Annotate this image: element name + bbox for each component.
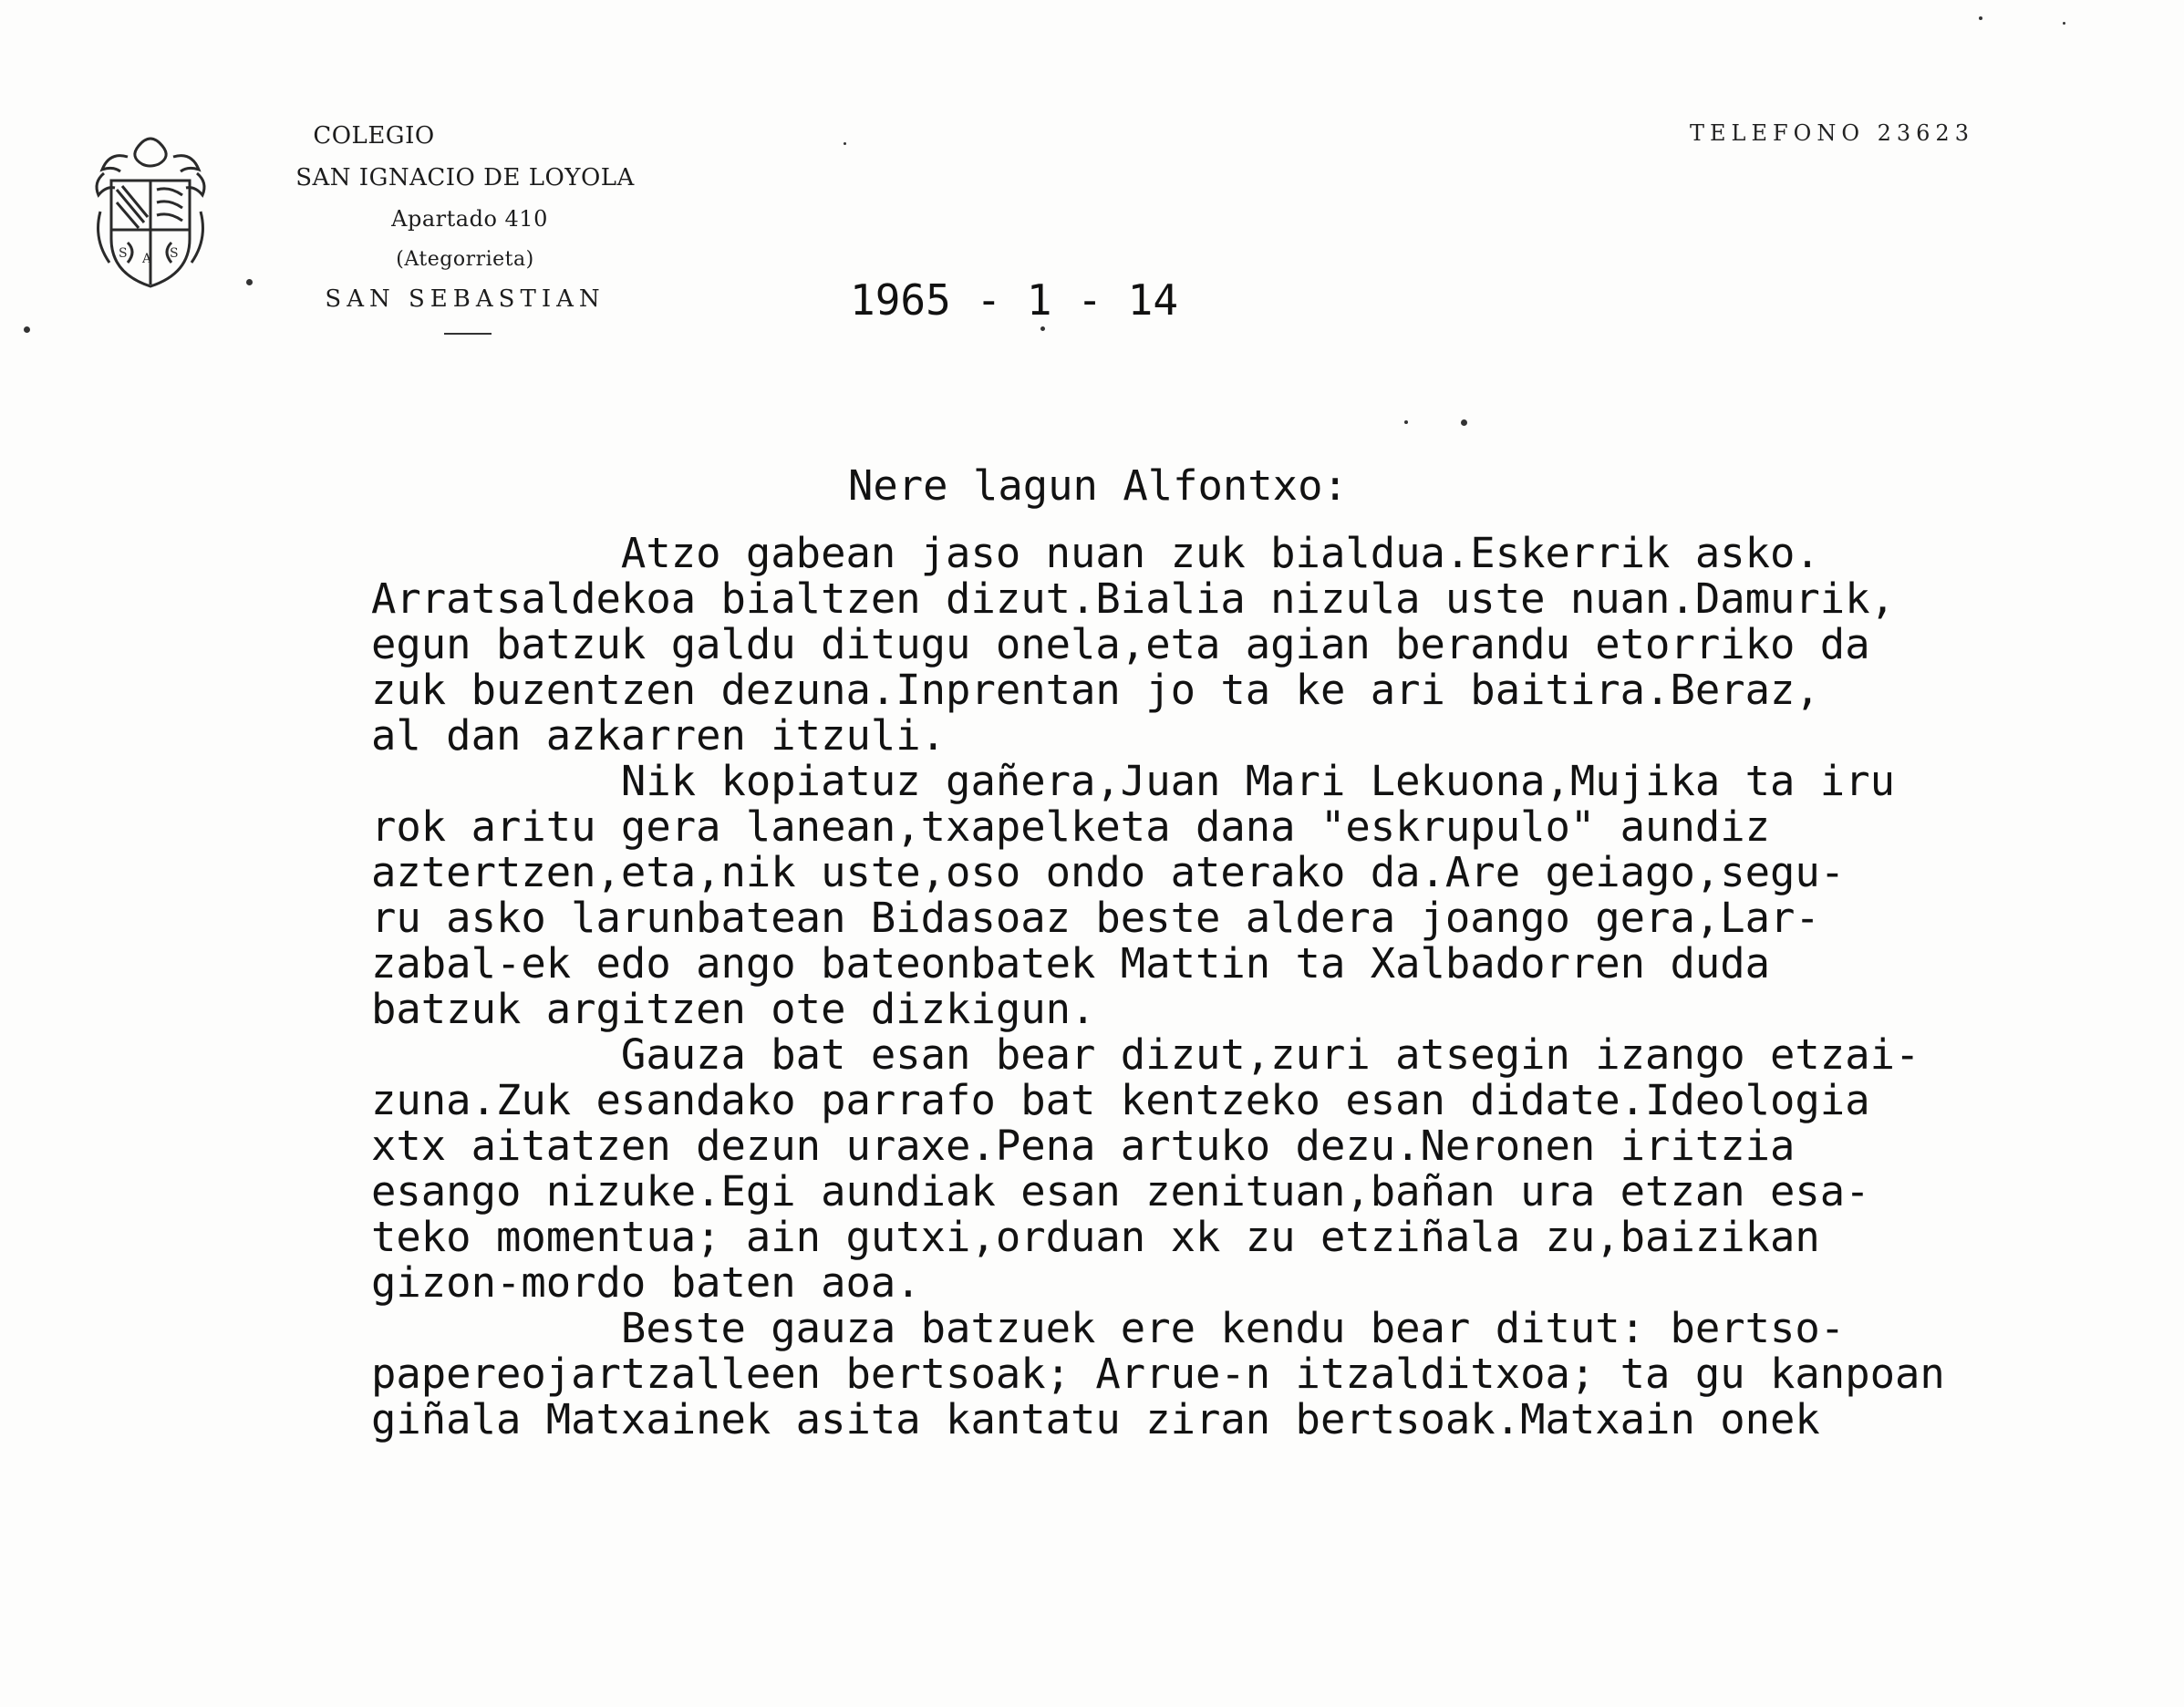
letterhead-city: SAN SEBASTIAN [325,285,606,313]
ink-speck [1404,420,1408,424]
body-line: gizon-mordo baten aoa. [371,1258,921,1307]
body-line: papereojartzalleen bertsoak; Arrue-n itzalditxoa; ta gu kanpoan [371,1350,1945,1398]
letter-body [371,531,1945,1443]
body-line: Gauza bat esan bear dizut,zuri atsegin izango etzai- [371,1030,1920,1079]
ink-speck [844,142,846,145]
body-line: aztertzen,eta,nik uste,oso ondo aterako da.Are geiago,segu- [371,848,1846,896]
body-line: Arratsaldekoa bialtzen dizut.Bialia nizula uste nuan.Damurik, [371,574,1895,623]
ink-speck [1040,326,1045,331]
body-line: egun batzuk galdu ditugu onela,eta agian berandu etorriko da [371,620,1870,668]
body-line: zuk buzentzen dezuna.Inprentan jo ta ke ari baitira.Beraz, [371,666,1820,714]
body-line: rok aritu gera lanean,txapelketa dana "eskrupulo" aundiz [371,802,1771,851]
body-line: zabal-ek edo ango bateonbatek Mattin ta Xalbadorren duda [371,939,1771,988]
ink-speck [2063,22,2065,25]
svg-text:S: S [119,246,128,261]
body-line: al dan azkarren itzuli. [371,711,947,760]
svg-text:A: A [142,252,152,266]
letter-date: 1965 - 1 - 14 [850,275,1179,325]
ink-speck [24,326,30,333]
body-line: Atzo gabean jaso nuan zuk bialdua.Eskerrik asko. [371,529,1820,577]
letterhead-colegio: COLEGIO [313,122,435,150]
ink-speck [246,279,253,285]
body-line: giñala Matxainek asita kantatu ziran bertsoak.Matxain onek [371,1395,1820,1443]
body-line: Beste gauza batzuek ere kendu bear ditut: bertso- [371,1304,1846,1352]
svg-text:S: S [170,246,179,261]
letterhead-district: (Ategorrieta) [396,248,534,271]
body-line: esango nizuke.Egi aundiak esan zenituan,bañan ura etzan esa- [371,1167,1870,1216]
ink-speck [1979,16,1982,20]
body-line: ru asko larunbatean Bidasoaz beste aldera joango gera,Lar- [371,894,1820,942]
body-line: xtx aitatzen dezun uraxe.Pena artuko dezu.Neronen iritzia [371,1122,1796,1170]
body-line: teko momentua; ain gutxi,orduan xk zu etziñala zu,baizikan [371,1213,1820,1261]
ink-speck [1461,419,1467,426]
salutation: Nere lagun Alfontxo: [848,461,1348,510]
letterhead-school-name: SAN IGNACIO DE LOYOLA [295,164,635,191]
body-line: batzuk argitzen ote dizkigun. [371,985,1096,1033]
body-line: Nik kopiatuz gañera,Juan Mari Lekuona,Mujika ta iru [371,757,1895,805]
body-line: zuna.Zuk esandako parrafo bat kentzeko esan didate.Ideologia [371,1076,1870,1124]
letterhead-apartado: Apartado 410 [391,206,548,232]
letterhead-divider [444,333,492,335]
coat-of-arms-crest [91,129,210,295]
letterhead-phone: TELEFONO 23623 [1690,120,1974,146]
